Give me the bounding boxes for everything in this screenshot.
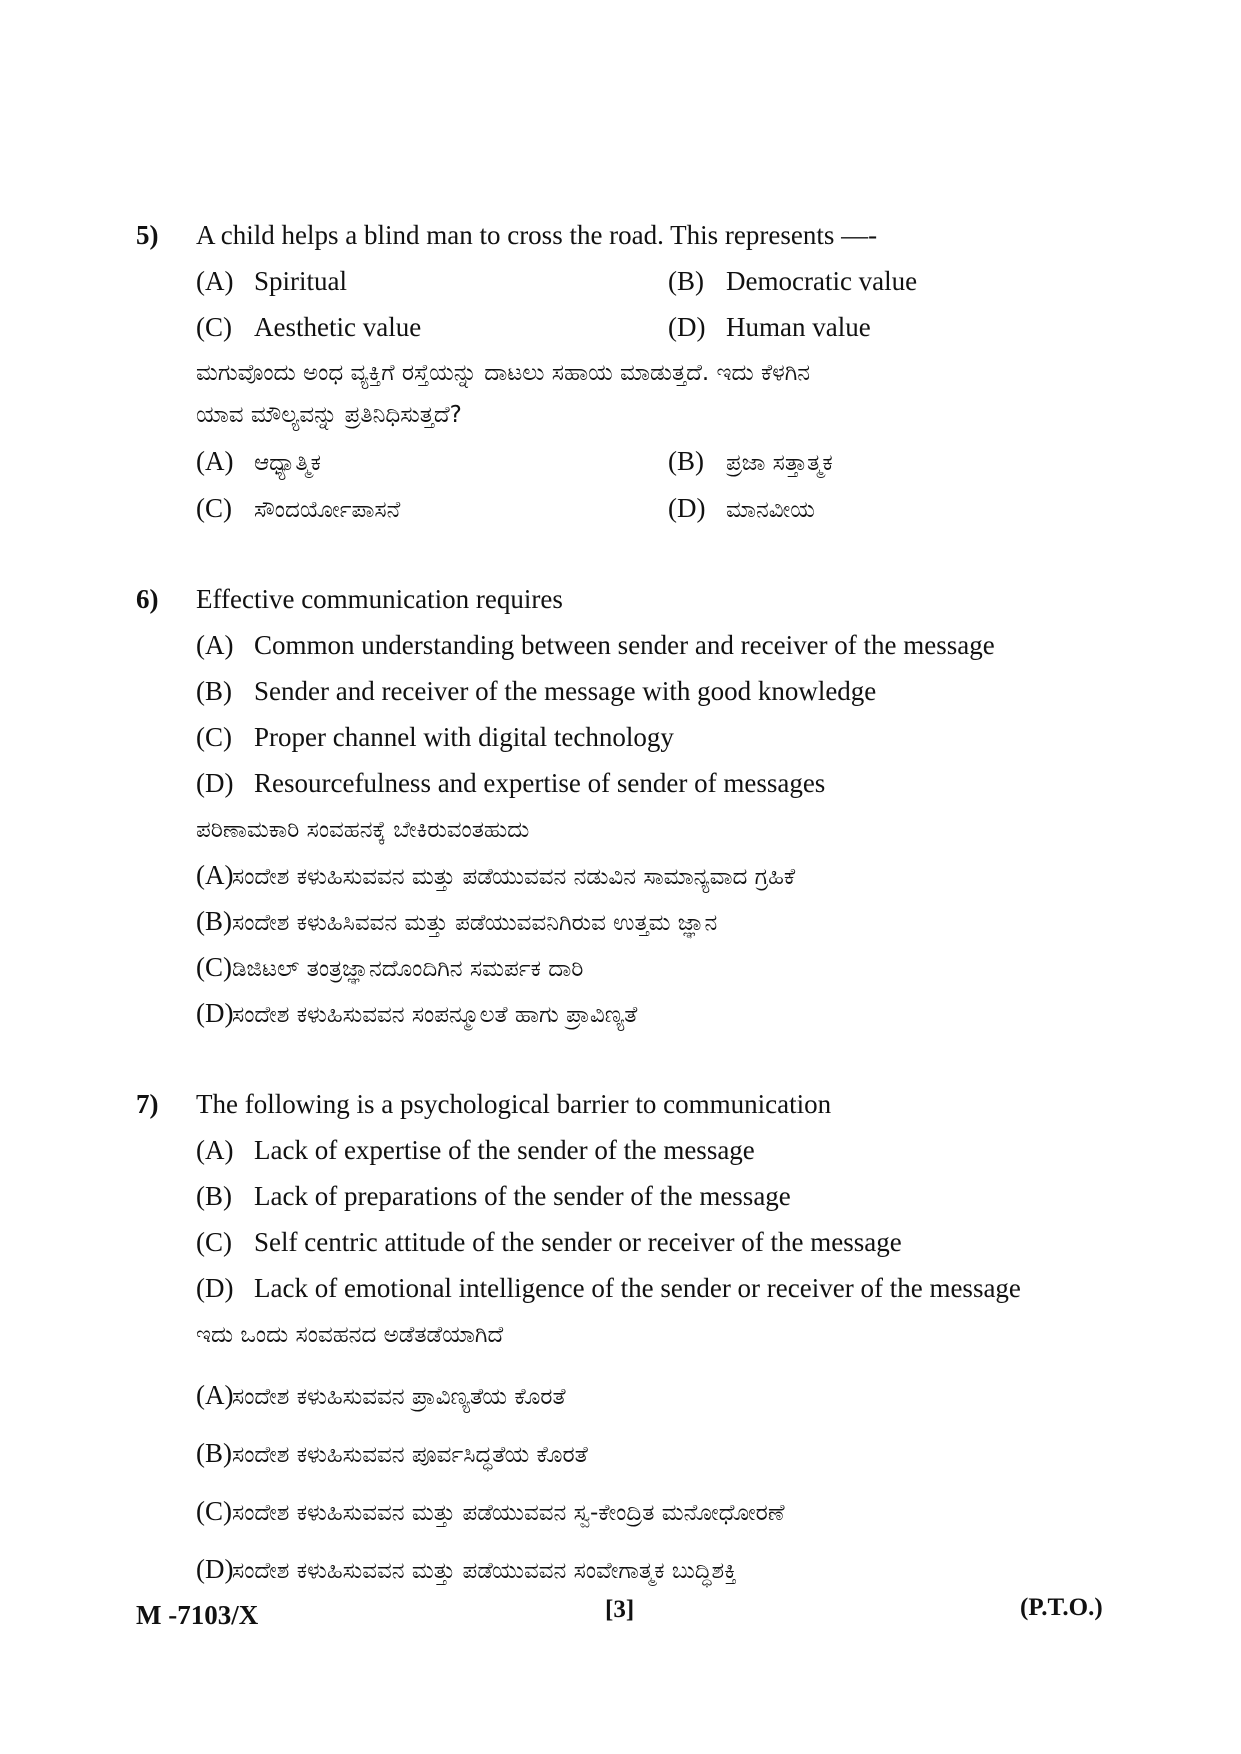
option-a-en: (A) Common understanding between sender and receiver of the message (196, 630, 995, 660)
question-number: 6) (136, 584, 159, 614)
option-b-kn: (B)ಸಂದೇಶ ಕಳುಹಿಸಿವವನ ಮತ್ತು ಪಡೆಯುವವನಿಗಿರುವ ಉತ್ತಮ ಜ್ಞಾನ (196, 906, 718, 936)
option-b-en: (B) Sender and receiver of the message with good knowledge (196, 676, 877, 706)
question-text-kn: ಇದು ಒಂದು ಸಂವಹನದ ಅಡೆತಡೆಯಾಗಿದೆ (196, 1322, 504, 1348)
option-a-kn: (A) ಆಧ್ಯಾತ್ಮಿಕ (196, 446, 321, 476)
question-number: 5) (136, 220, 159, 250)
option-b-en: (B) Democratic value (668, 266, 918, 296)
option-a-en: (A) Spiritual (196, 266, 347, 296)
option-d-en: (D) Resourcefulness and expertise of sender of messages (196, 768, 826, 798)
option-c-en: (C) Self centric attitude of the sender or receiver of the message (196, 1227, 902, 1257)
please-turn-over: (P.T.O.) (1020, 1594, 1103, 1621)
option-b-kn: (B) ಪ್ರಜಾ ಸತ್ತಾತ್ಮಕ (668, 446, 833, 476)
paper-code: M -7103/X (136, 1600, 259, 1630)
option-d-kn: (D)ಸಂದೇಶ ಕಳುಹಿಸುವವನ ಮತ್ತು ಪಡೆಯುವವನ ಸಂವೇಗಾತ್ಮಕ ಬುದ್ಧಿಶಕ್ತಿ (196, 1554, 737, 1584)
question-text-kn: ಪರಿಣಾಮಕಾರಿ ಸಂವಹನಕ್ಕೆ ಬೇಕಿರುವಂತಹುದು (196, 817, 530, 843)
question-text-en: A child helps a blind man to cross the road. This represents —- (196, 220, 878, 250)
question-text-en: The following is a psychological barrier to communication (196, 1089, 832, 1119)
option-a-en: (A) Lack of expertise of the sender of the message (196, 1135, 755, 1165)
option-c-kn: (C)ಡಿಜಿಟಲ್ ತಂತ್ರಜ್ಞಾನದೊಂದಿಗಿನ ಸಮರ್ಪಕ ದಾರಿ (196, 952, 584, 982)
option-a-kn: (A)ಸಂದೇಶ ಕಳುಹಿಸುವವನ ಮತ್ತು ಪಡೆಯುವವನ ನಡುವಿನ ಸಾಮಾನ್ಯವಾದ ಗ್ರಹಿಕೆ (196, 860, 796, 890)
option-c-en: (C) Aesthetic value (196, 312, 422, 342)
question-text-kn-line2: ಯಾವ ಮೌಲ್ಯವನ್ನು ಪ್ರತಿನಿಧಿಸುತ್ತದೆ? (196, 402, 462, 428)
option-d-kn: (D)ಸಂದೇಶ ಕಳುಹಿಸುವವನ ಸಂಪನ್ಮೂಲತೆ ಹಾಗು ಪ್ರಾವಿಣ್ಯತೆ (196, 998, 638, 1028)
option-c-kn: (C) ಸೌಂದರ್ಯೋಪಾಸನೆ (196, 493, 401, 523)
page-number: [3] (605, 1596, 635, 1623)
option-a-kn: (A)ಸಂದೇಶ ಕಳುಹಿಸುವವನ ಪ್ರಾವಿಣ್ಯತೆಯ ಕೊರತೆ (196, 1380, 566, 1410)
question-text-kn-line1: ಮಗುವೊಂದು ಅಂಧ ವ್ಯಕ್ತಿಗೆ ರಸ್ತೆಯನ್ನು ದಾಟಲು ಸಹಾಯ ಮಾಡುತ್ತದೆ. ಇದು ಕೆಳಗಿನ (196, 360, 811, 386)
option-b-en: (B) Lack of preparations of the sender of the message (196, 1181, 791, 1211)
option-d-kn: (D) ಮಾನವೀಯ (668, 493, 815, 523)
question-text-en: Effective communication requires (196, 584, 563, 614)
question-number: 7) (136, 1089, 159, 1119)
option-d-en: (D) Human value (668, 312, 871, 342)
option-d-en: (D) Lack of emotional intelligence of the sender or receiver of the message (196, 1273, 1021, 1303)
option-c-en: (C) Proper channel with digital technology (196, 722, 674, 752)
option-b-kn: (B)ಸಂದೇಶ ಕಳುಹಿಸುವವನ ಪೂರ್ವಸಿದ್ಧತೆಯ ಕೊರತೆ (196, 1438, 588, 1468)
option-c-kn: (C)ಸಂದೇಶ ಕಳುಹಿಸುವವನ ಮತ್ತು ಪಡೆಯುವವನ ಸ್ವ-ಕೇಂದ್ರಿತ ಮನೋಧೋರಣೆ (196, 1496, 785, 1526)
